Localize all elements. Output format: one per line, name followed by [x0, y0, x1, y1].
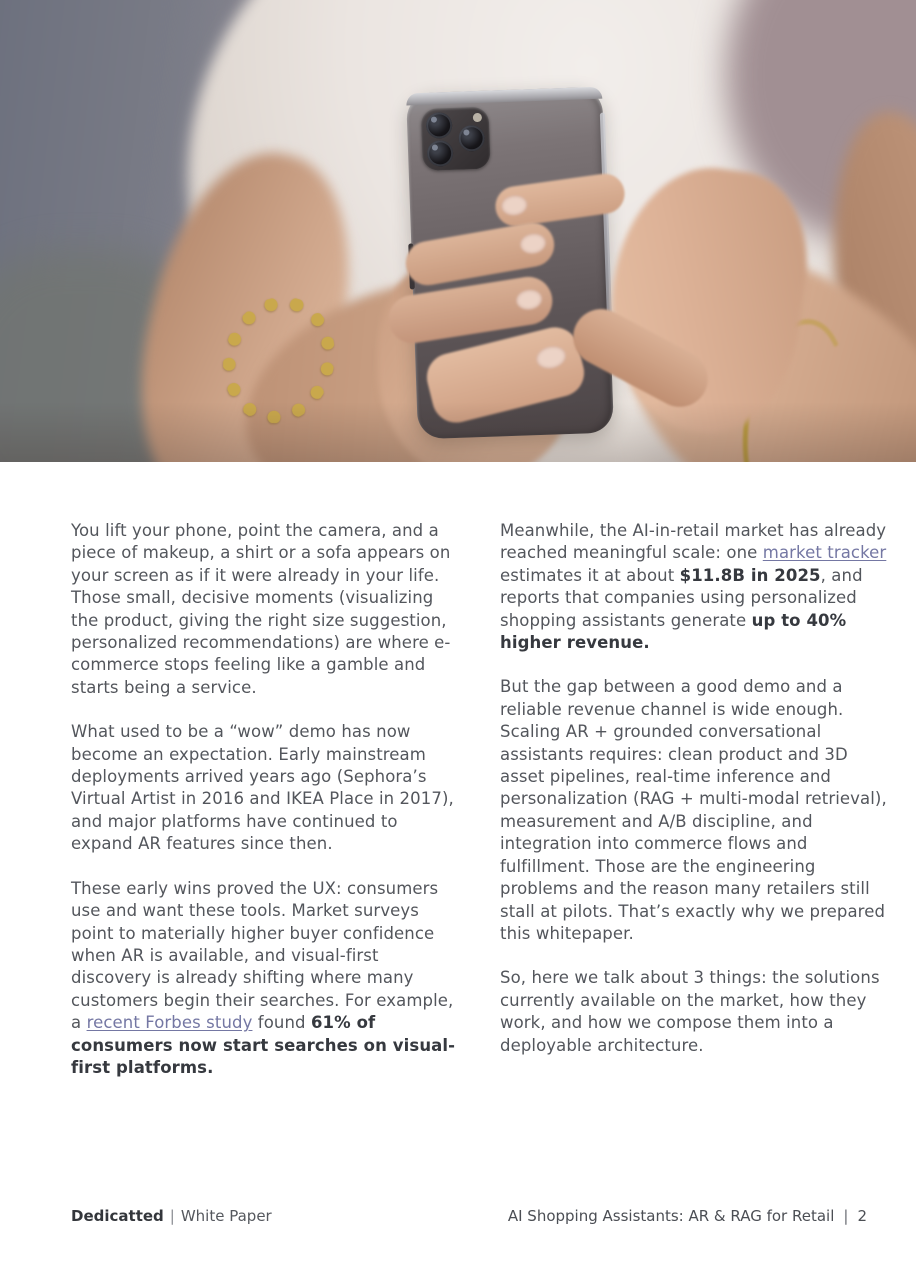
camera-lens	[426, 112, 453, 139]
paragraph	[71, 721, 463, 855]
hero-image	[0, 0, 916, 462]
content-columns	[71, 520, 896, 1101]
bold-text-run: up to 40% higher revenue.	[500, 610, 847, 653]
page-footer	[71, 1207, 867, 1225]
paragraph	[500, 520, 896, 654]
camera-flash	[473, 113, 482, 122]
text-run: estimates it at about	[500, 565, 680, 585]
text-run: But the gap between a good demo and a reliable revenue channel is wide enough. Scaling AR + grounded conversational assistants requires: clean product and 3D asset pipelines, real-time inference and personalization (RAG + multi-modal retrieval), measurement and A/B discipline, and integration into commerce flows and fulfillment. Those are the engineering problems and the reason many retailers still stall at pilots. That’s exactly why we prepared this whitepaper.	[500, 677, 887, 943]
doc-title: AI Shopping Assistants: AR & RAG for Retail	[507, 1207, 835, 1225]
bold-text-run: 61% of consumers now start searches on visual-first platforms.	[71, 1013, 456, 1077]
column-left	[71, 520, 463, 1101]
text-run: What used to be a “wow” demo has now become an expectation. Early mainstream deployments arrived years ago (Sephora’s Virtual Artist in 2016 and IKEA Place in 2017), and major platforms have continued to expand AR features since then.	[71, 722, 454, 854]
forbes-study-link[interactable]: recent Forbes study	[86, 1013, 253, 1033]
text-run: You lift your phone, point the camera, and a piece of makeup, a shirt or a sofa appears on your screen as if it were already in your life. Those small, decisive moments (visualizing the product, giving the right size suggestion, personalized recommendations) are where e-commerce stops feeling like a gamble and starts being a service.	[71, 521, 451, 697]
text-run: Meanwhile, the AI-in-retail market has already reached meaningful scale: one	[500, 521, 887, 563]
market-tracker-link[interactable]: market tracker	[762, 543, 887, 563]
footer-title-block	[508, 1207, 867, 1225]
footer-separator: |	[169, 1207, 175, 1225]
text-run: , and reports that companies using personalized shopping assistants generate	[500, 565, 863, 630]
text-run: found	[252, 1013, 311, 1033]
paragraph	[500, 967, 896, 1057]
paragraph	[500, 676, 896, 945]
text-run: So, here we talk about 3 things: the solutions currently available on the market, how they work, and how we compose them into a deployable architecture.	[500, 968, 880, 1055]
camera-lens	[427, 140, 454, 167]
brand-name: Dedicatted	[71, 1207, 164, 1225]
footer-separator: |	[843, 1207, 849, 1225]
footer-brand-block	[71, 1207, 272, 1225]
paragraph	[71, 520, 463, 699]
camera-module	[421, 107, 491, 171]
bold-text-run: $11.8B in 2025	[679, 565, 821, 585]
doc-type-label: White Paper	[180, 1207, 272, 1225]
photo-bottom-vignette	[0, 402, 916, 462]
page-number: 2	[857, 1207, 867, 1225]
text-run: These early wins proved the UX: consumers use and want these tools. Market surveys point to materially higher buyer confidence when AR is available, and visual-first discovery is already shifting where many customers begin their searches. For example, a	[71, 878, 454, 1033]
camera-lens	[458, 125, 485, 152]
column-right	[500, 520, 896, 1101]
paragraph	[71, 878, 463, 1080]
